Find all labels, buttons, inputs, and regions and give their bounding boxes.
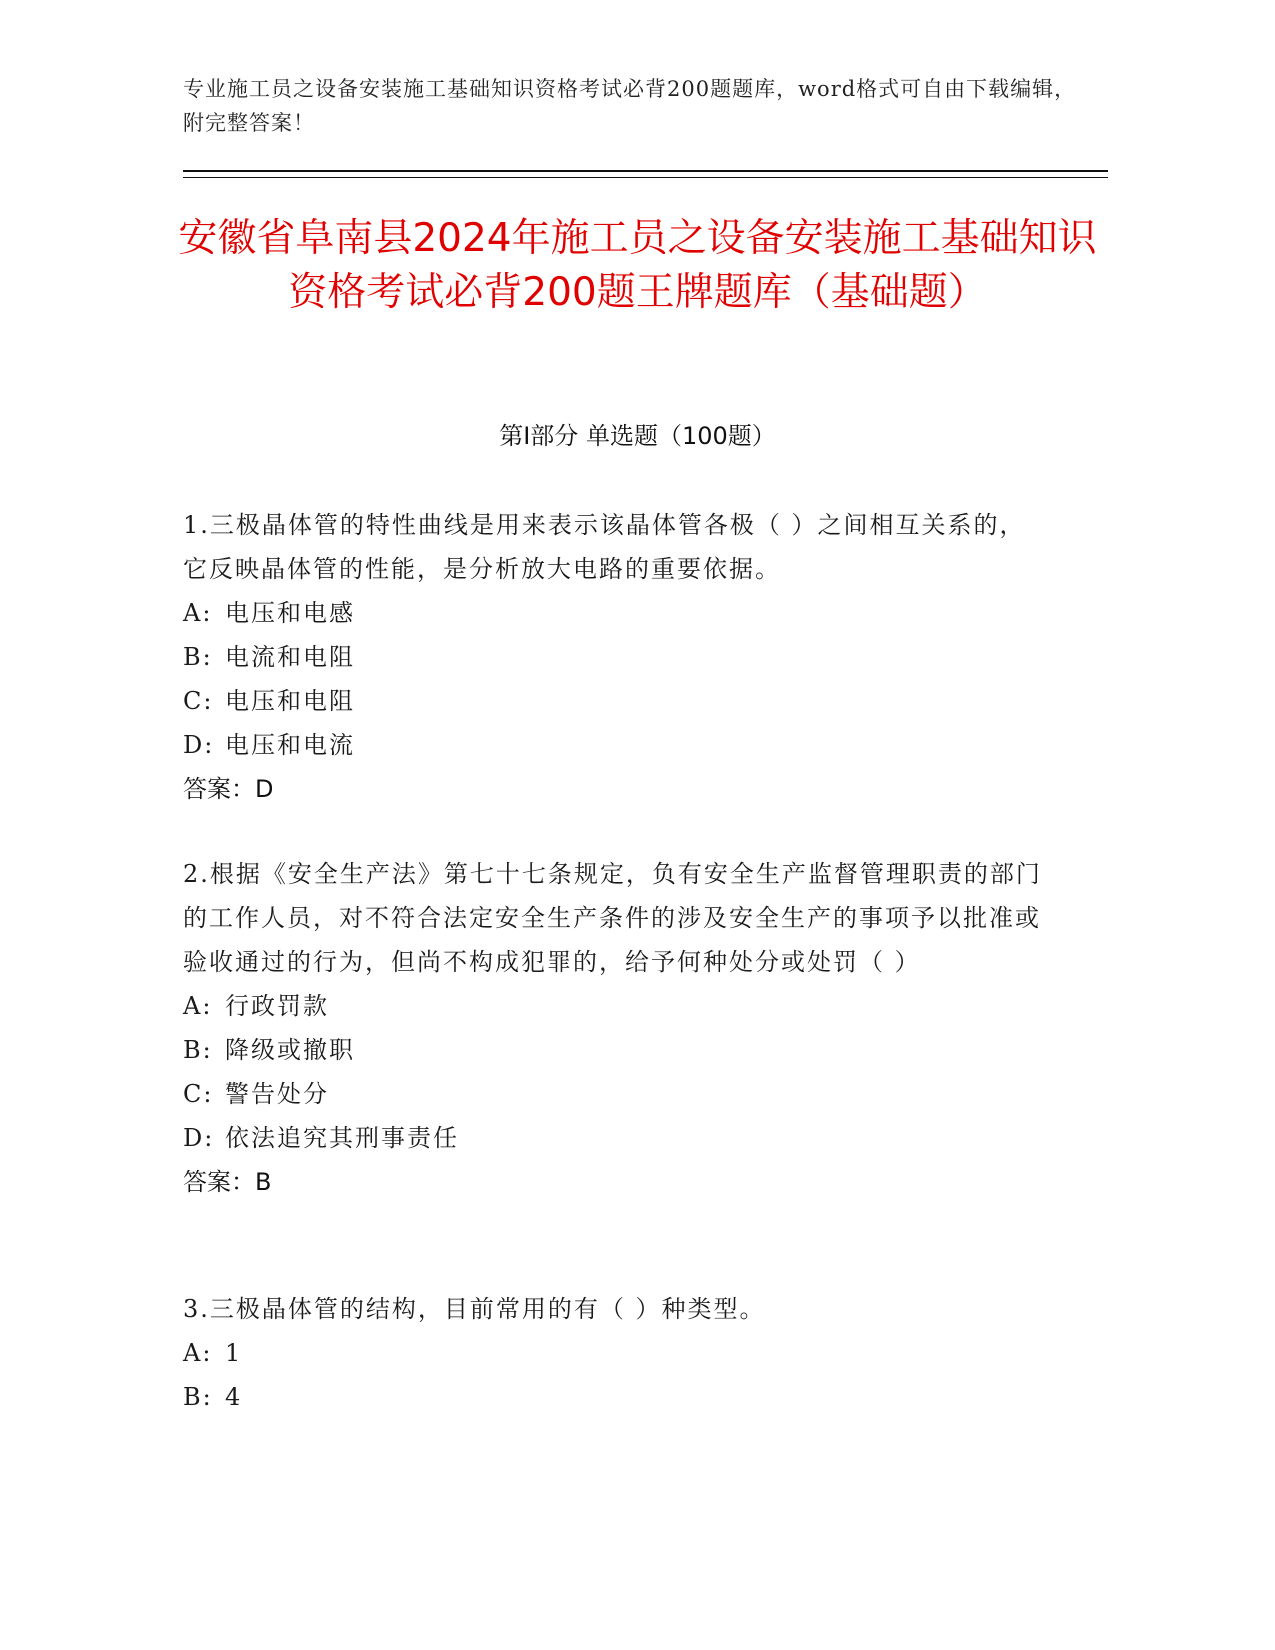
option-letter: C: <box>183 1080 214 1108</box>
option-text: 降级或撤职 <box>225 1036 355 1064</box>
option-text: 电压和电感 <box>225 599 355 627</box>
answer-line: 答案：B <box>183 1168 272 1196</box>
option-text: 电压和电阻 <box>225 687 355 715</box>
option-a <box>183 984 1043 1028</box>
header-divider-thin <box>183 177 1108 178</box>
option-b <box>183 635 1043 679</box>
option-letter: B: <box>183 1036 213 1064</box>
option-text: 依法追究其刑事责任 <box>225 1124 459 1152</box>
option-text: 行政罚款 <box>225 992 329 1020</box>
question-stem: 1.三极晶体管的特性曲线是用来表示该晶体管各极（ ）之间相互关系的，它反映晶体管的性能，是分析放大电路的重要依据。 <box>183 511 1026 583</box>
option-b <box>183 1028 1043 1072</box>
question-2 <box>183 852 1043 1204</box>
header-divider-thick <box>183 170 1108 172</box>
option-text: 1 <box>225 1339 243 1367</box>
option-d <box>183 1116 1043 1160</box>
option-letter: D: <box>183 1124 215 1152</box>
option-letter: A: <box>183 599 213 627</box>
answer-line: 答案：D <box>183 775 274 803</box>
option-letter: A: <box>183 1339 213 1367</box>
section-heading: 第I部分 单选题（100题） <box>499 422 776 450</box>
option-text: 警告处分 <box>225 1080 329 1108</box>
document-title: 安徽省阜南县2024年施工员之设备安装施工基础知识资格考试必背200题王牌题库（基础题） <box>178 216 1097 315</box>
option-text: 电流和电阻 <box>225 643 355 671</box>
header-note: 专业施工员之设备安装施工基础知识资格考试必背200题题库，word格式可自由下载编辑，附完整答案！ <box>183 77 1077 135</box>
question-stem: 2.根据《安全生产法》第七十七条规定，负有安全生产监督管理职责的部门的工作人员，对不符合法定安全生产条件的涉及安全生产的事项予以批准或验收通过的行为，但尚不构成犯罪的，给予何种处分或处罚（ ） <box>183 860 1042 976</box>
option-d <box>183 723 1043 767</box>
option-letter: A: <box>183 992 213 1020</box>
option-a <box>183 1331 1043 1375</box>
option-a <box>183 591 1043 635</box>
option-text: 4 <box>225 1383 243 1411</box>
option-c <box>183 1072 1043 1116</box>
option-c <box>183 679 1043 723</box>
option-text: 电压和电流 <box>225 731 355 759</box>
option-letter: B: <box>183 1383 213 1411</box>
option-letter: B: <box>183 643 213 671</box>
question-1 <box>183 503 1043 811</box>
option-b <box>183 1375 1043 1419</box>
question-stem: 3.三极晶体管的结构，目前常用的有（ ）种类型。 <box>183 1295 766 1323</box>
question-3 <box>183 1287 1043 1419</box>
option-letter: D: <box>183 731 215 759</box>
option-letter: C: <box>183 687 214 715</box>
